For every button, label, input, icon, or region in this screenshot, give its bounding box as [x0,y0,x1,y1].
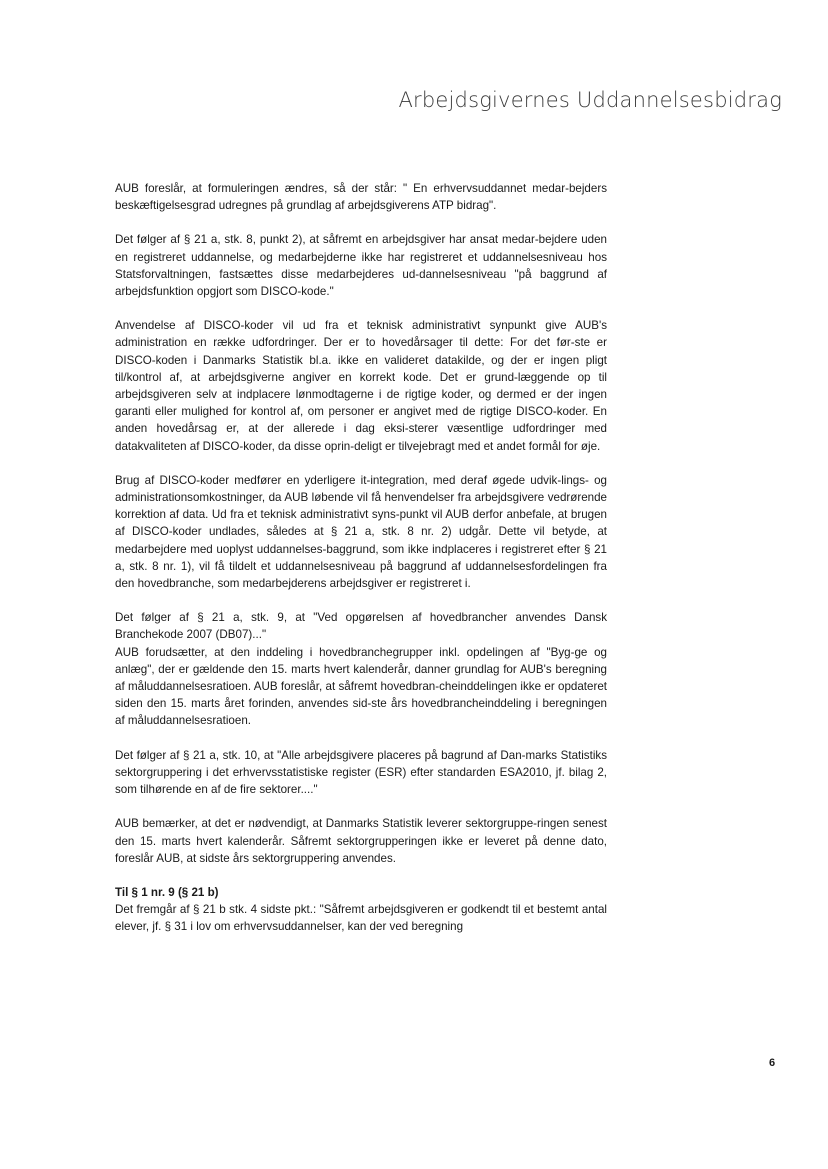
section-heading: Til § 1 nr. 9 (§ 21 b) [115,885,219,899]
paragraph-stk9-quote: Det følger af § 21 a, stk. 9, at "Ved opgørelsen af hovedbrancher anvendes Dansk Branchekode 2007 (DB07)..." [115,611,607,642]
document-body [115,180,607,953]
paragraph-disco-integration: Brug af DISCO-koder medfører en yderligere it-integration, med deraf øgede udvik-lings- og administrationsomkostninger, da AUB løbende vil få henvendelser fra arbejdsgivere vedrørende korrektion af data. Ud fra et teknisk administrativt syns-punkt vil AUB derfor anbefale, at brugen af DISCO-koder undlades, således at § 21 a, stk. 8 nr. 2) udgår. Dette vil betyde, at medarbejdere med uoplyst uddannelses-baggrund, som ikke indplaceres i registreret efter § 21 a, stk. 8 nr. 1), vil få tildelt et uddannelsesniveau på baggrund af uddannelsesfordelingen fra den hovedbranche, som medarbejderens arbejdsgiver er registreret i. [115,473,607,591]
paragraph-hovedbranche: AUB forudsætter, at den inddeling i hovedbranchegrupper inkl. opdelingen af "Byg-ge og anlæg", der er gældende den 15. marts hvert kalenderår, danner grundlag for AUB's beregning af måluddannelsesratioen. AUB foreslår, at såfremt hovedbran-cheinddelingen ikke er opdateret siden den 15. marts året forinden, anvendes sid-ste års hovedbrancheinddeling i beregningen af måluddannelsesratioen. [115,645,607,728]
paragraph-aub-formulation: AUB foreslår, at formuleringen ændres, så der står: " En erhvervsuddannet medar-bejders beskæftigelsesgrad udregnes på grundlag af arbejdsgiverens ATP bidrag". [115,182,607,213]
paragraph-disco-challenges: Anvendelse af DISCO-koder vil ud fra et teknisk administrativt synpunkt give AUB's administration en række udfordringer. Der er to hovedårsager til dette: For det før-ste er DISCO-koden i Danmarks Statistik bl.a. ikke en valideret datakilde, og der er ingen pligt til/kontrol af, at arbejdsgiverne angiver en korrekt kode. Det er grund-læggende op til arbejdsgiveren selv at indplacere lønmodtagerne i de rigtige koder, og dermed er der ingen garanti eller mulighed for kontrol af, om personer er angivet med de rigtige DISCO-koder. En anden hovedårsag er, at der allerede i dag eksi-sterer væsentlige udfordringer med datakvaliteten af DISCO-koder, da disse oprin-deligt er tilvejebragt med et andet formål for øje. [115,319,607,453]
document-header-title: Arbejdsgivernes Uddannelsesbidrag [398,88,782,112]
paragraph-stk8-punkt2: Det følger af § 21 a, stk. 8, punkt 2), at såfremt en arbejdsgiver har ansat medar-bejdere uden en registreret uddannelse, og medarbejderne ikke har registreret et uddannelsesniveau hos Statsforvaltningen, fastsættes disse medarbejderes ud-dannelsesniveau "på baggrund af arbejdsfunktion opgjort som DISCO-kode." [115,233,607,299]
paragraph-sektorgruppering: AUB bemærker, at det er nødvendigt, at Danmarks Statistik leverer sektorgruppe-ringen senest den 15. marts hvert kalenderår. Såfremt sektorgrupperingen ikke er leveret på denne dato, foreslår AUB, at sidste års sektorgruppering anvendes. [115,817,607,865]
page-number: 6 [769,1057,776,1069]
paragraph-21b-stk4: Det fremgår af § 21 b stk. 4 sidste pkt.: "Såfremt arbejdsgiveren er godkendt til et bestemt antal elever, jf. § 31 i lov om erhvervsuddannelser, kan der ved beregning [115,903,607,934]
paragraph-stk10-quote: Det følger af § 21 a, stk. 10, at "Alle arbejdsgivere placeres på bagrund af Dan-marks Statistiks sektorgruppering i det erhvervsstatistiske register (ESR) efter standarden ESA2010, jf. bilag 2, som tilhørende en af de fire sektorer...." [115,748,607,797]
